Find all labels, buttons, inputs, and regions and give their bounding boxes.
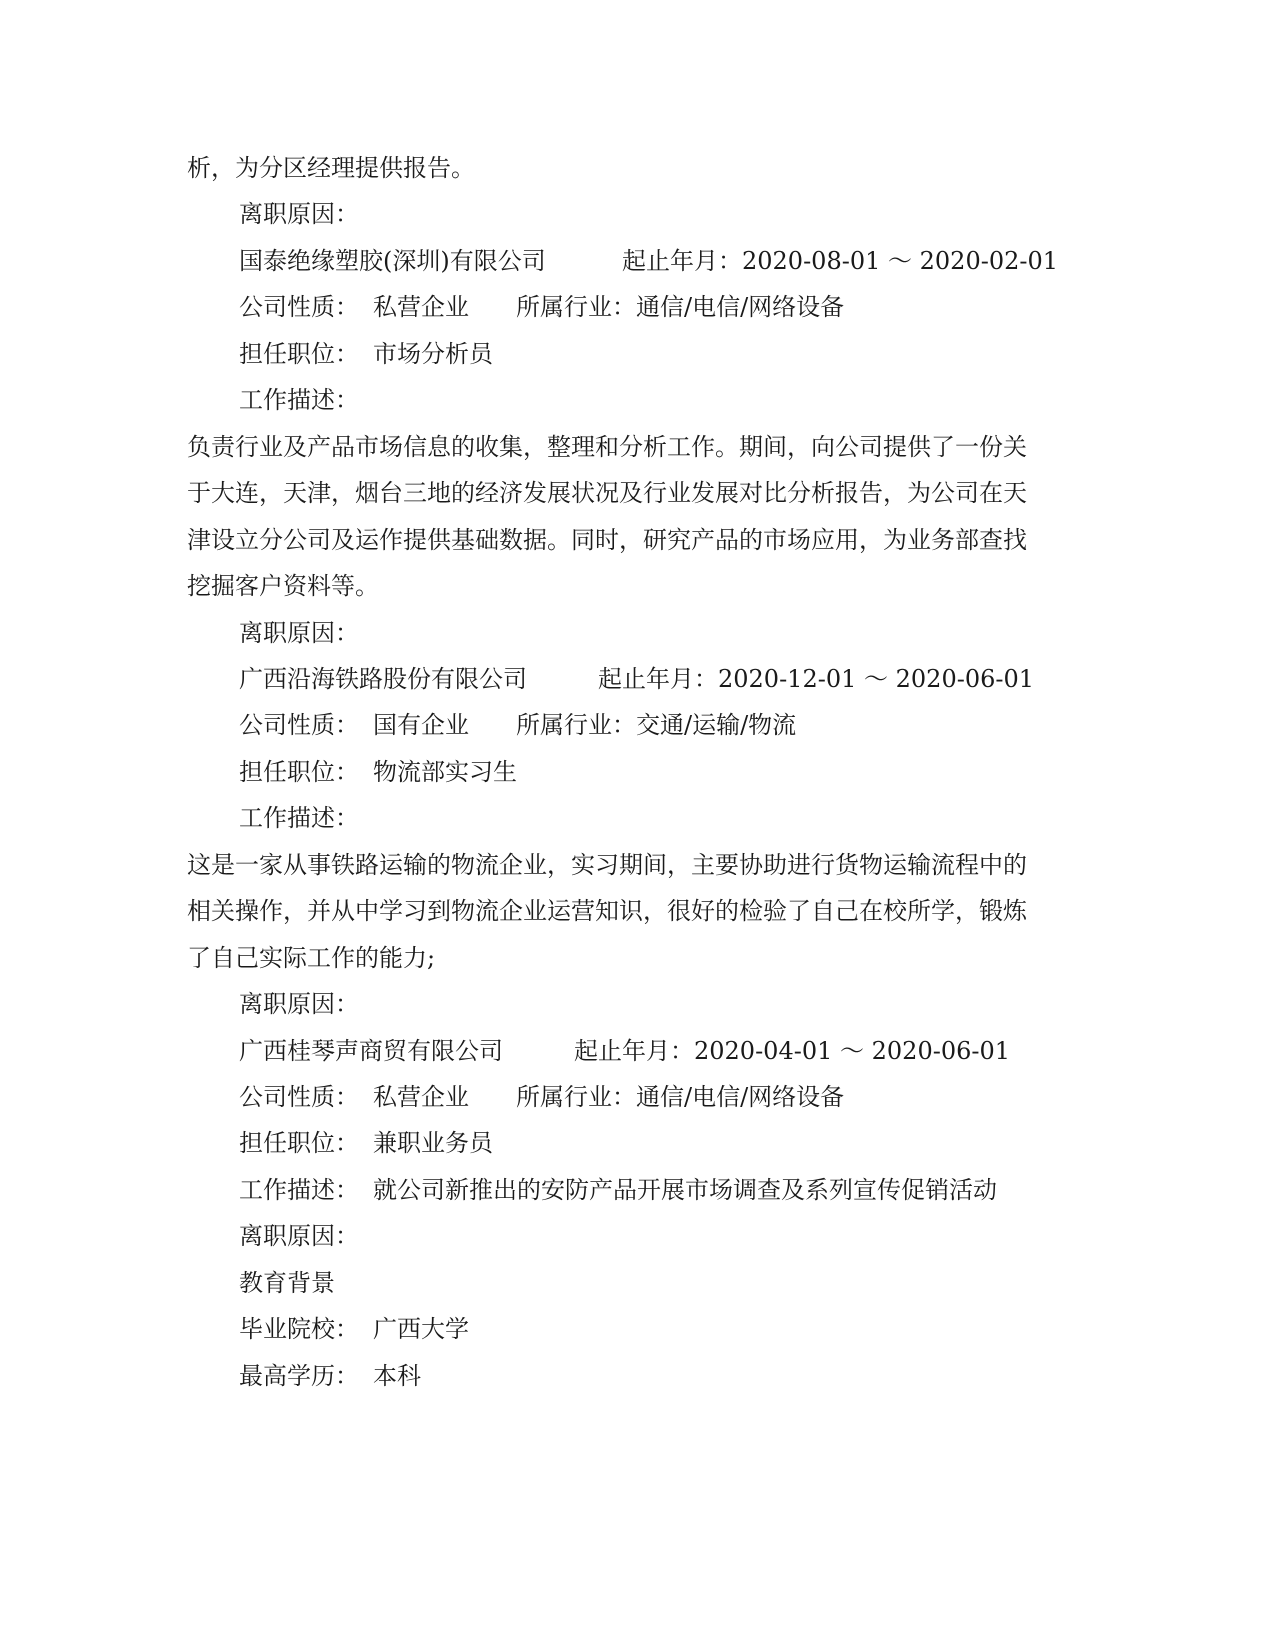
description-row <box>239 1174 997 1206</box>
position-row <box>239 1127 493 1159</box>
period: 起止年月：2020-08-01 ～ 2020-02-01 <box>622 247 1059 275</box>
description-line: 于大连，天津，烟台三地的经济发展状况及行业发展对比分析报告，为公司在天 <box>187 479 1027 507</box>
description-line: 负责行业及产品市场信息的收集，整理和分析工作。期间，向公司提供了一份关 <box>187 433 1027 461</box>
nature-value: 私营企业 <box>373 1083 469 1111</box>
description-line: 津设立分公司及运作提供基础数据。同时，研究产品的市场应用，为业务部查找 <box>187 526 1027 554</box>
nature-label: 公司性质： <box>239 293 359 321</box>
position-row <box>239 338 493 370</box>
degree-label: 最高学历： <box>239 1362 359 1390</box>
position-row <box>239 756 517 788</box>
section-heading-education: 教育背景 <box>239 1269 335 1297</box>
school-row <box>239 1313 469 1345</box>
degree-value: 本科 <box>373 1362 421 1390</box>
position-value: 物流部实习生 <box>373 758 517 786</box>
position-label: 担任职位： <box>239 340 359 368</box>
period: 起止年月：2020-12-01 ～ 2020-06-01 <box>598 665 1035 693</box>
description-label: 工作描述： <box>239 1176 359 1204</box>
description-label: 工作描述： <box>239 386 359 414</box>
leave-reason-label: 离职原因： <box>239 990 359 1018</box>
nature-label: 公司性质： <box>239 711 359 739</box>
industry: 所属行业：交通/运输/物流 <box>516 711 797 739</box>
description-line: 了自己实际工作的能力; <box>187 944 436 972</box>
nature-value: 私营企业 <box>373 293 469 321</box>
description-line: 挖掘客户资料等。 <box>187 572 379 600</box>
leave-reason-label: 离职原因： <box>239 1222 359 1250</box>
school-value: 广西大学 <box>373 1315 469 1343</box>
degree-row <box>239 1360 421 1392</box>
job-entry-header <box>239 1035 1011 1067</box>
period: 起止年月：2020-04-01 ～ 2020-06-01 <box>574 1037 1011 1065</box>
company-name: 国泰绝缘塑胶(深圳)有限公司 <box>239 247 546 275</box>
nature-label: 公司性质： <box>239 1083 359 1111</box>
job-entry-header <box>239 245 1059 277</box>
position-label: 担任职位： <box>239 1129 359 1157</box>
job-entry-header <box>239 663 1035 695</box>
company-nature-row <box>239 709 797 741</box>
description-line: 相关操作，并从中学习到物流企业运营知识，很好的检验了自己在校所学，锻炼 <box>187 897 1027 925</box>
industry: 所属行业：通信/电信/网络设备 <box>516 293 845 321</box>
leave-reason-label: 离职原因： <box>239 619 359 647</box>
industry: 所属行业：通信/电信/网络设备 <box>516 1083 845 1111</box>
company-nature-row <box>239 1081 845 1113</box>
school-label: 毕业院校： <box>239 1315 359 1343</box>
nature-value: 国有企业 <box>373 711 469 739</box>
company-nature-row <box>239 291 845 323</box>
text-line: 析，为分区经理提供报告。 <box>187 154 475 182</box>
position-label: 担任职位： <box>239 758 359 786</box>
position-value: 兼职业务员 <box>373 1129 493 1157</box>
company-name: 广西沿海铁路股份有限公司 <box>239 665 527 693</box>
leave-reason-label: 离职原因： <box>239 200 359 228</box>
description-label: 工作描述： <box>239 804 359 832</box>
company-name: 广西桂琴声商贸有限公司 <box>239 1037 503 1065</box>
position-value: 市场分析员 <box>373 340 493 368</box>
description-line: 这是一家从事铁路运输的物流企业，实习期间，主要协助进行货物运输流程中的 <box>187 851 1027 879</box>
description-value: 就公司新推出的安防产品开展市场调查及系列宣传促销活动 <box>373 1176 997 1204</box>
